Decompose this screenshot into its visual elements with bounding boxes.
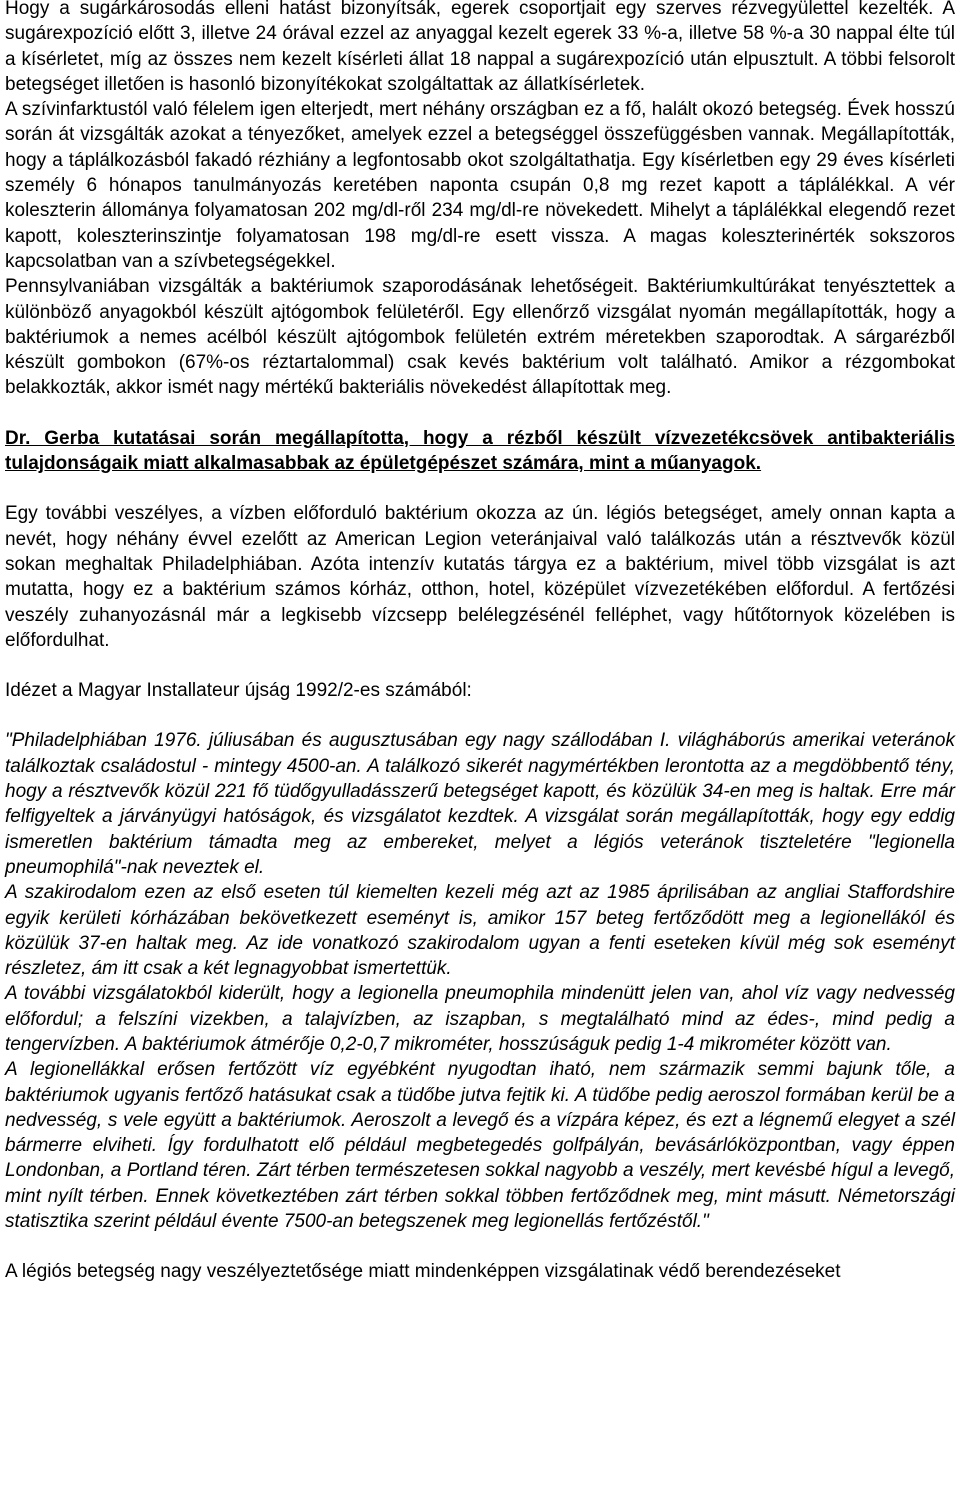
paragraph-legionella: Egy további veszélyes, a vízben előforduló baktérium okozza az ún. légiós betegséget, amely onnan kapta a nevét, hogy néhány évvel ezelőtt az American Legion veteránjaival való találkozás után a résztvevők közül sokan meghaltak Philadelphiában. Azóta intenzív kutatás tárgya ez a baktérium, mivel több vizsgálat is azt mutatta, hogy ez a baktérium számos kórház, otthon, hotel, középület vízvezetékében előfordul. A fertőzési veszély zuhanyozásnál már a legkisebb vízcsepp belélegzésénél felléphet, vagy hűtőtornyok közelében is előfordulhat. bbox=[5, 503, 955, 651]
quote-philadelphia: "Philadelphiában 1976. júliusában és augusztusában egy nagy szállodában I. világháborús amerikai veteránok találkoztak családostul - mintegy 4500-an. A találkozó sikerét nagymértékben lerontotta az a megdöbbentő tény, hogy a résztvevők közül 221 fő tüdőgyulladásszerű betegséget kapott, és közülük 34-en meg is haltak. Erre már felfigyeltek a járványügyi hatóságok, és vizsgálatot kezdtek. A vizsgálat során megállapították, hogy egy eddig ismeretlen baktérium támadta meg az embereket, melyet a légiós veteránok tiszteletére "legionella pneumophilá"-nak neveztek el. bbox=[5, 730, 955, 878]
paragraph-door-knobs: Pennsylvaniában vizsgálták a baktériumok szaporodásának lehetőségeit. Baktériumkultúrákat tenyésztettek a különböző anyagokból készült ajtógombok felületéről. Egy ellenőrző vizsgálat nyomán megállapították, hogy a baktériumok a nemes acélból készült ajtógombok felületén extrém méretekben szaporodtak. A sárgarézből készült gombokon (67%-os réztartalommal) csak kevés baktérium volt található. Amikor a rézgombokat belakkozták, akkor ismét nagy mértékű bakteriális növekedést állapítottak meg. bbox=[5, 276, 955, 399]
paragraph-radiation: Hogy a sugárkárosodás elleni hatást bizonyítsák, egerek csoportjait egy szerves rézvegyülettel kezelték. A sugárexpozíció előtt 3, illetve 24 órával ezzel az anyaggal kezelt egerek 33 %-a, illetve 58 %-a 30 nappal élte túl a kísérletet, míg az összes nem kezelt kísérleti állat 18 nappal a sugárexpozíció után elpusztult. A többi felsorolt betegséget illetően is hasonló bizonyítékokat szolgáltattak az állatkísérletek. bbox=[5, 0, 955, 95]
spacer bbox=[5, 401, 955, 426]
spacer bbox=[5, 1234, 955, 1259]
spacer bbox=[5, 653, 955, 678]
paragraph-heart-attack: A szívinfarktustól való félelem igen elterjedt, mert néhány országban ez a fő, halált okozó betegség. Évek hosszú során át vizsgálták azokat a tényezőket, amelyek ezzel a betegséggel összefüggésben vannak. Megállapították, hogy a táplálkozásból fakadó rézhiány a legfontosabb okot szolgáltathatja. Egy kísérletben egy 29 éves kísérleti személy 6 hónapos tanulmányozás keretében naponta csupán 0,8 mg rezet kapott a táplálékkal. A vér koleszterin állománya folyamatosan 202 mg/dl-ről 234 mg/dl-re növekedett. Mihelyt a táplálékkal elegendő rezet kapott, koleszterinszintje folyamatosan 198 mg/dl-re esett vissza. A magas koleszterinérték sokszoros kapcsolatban van a szívbetegségekkel. bbox=[5, 99, 955, 272]
headline-gerba: Dr. Gerba kutatásai során megállapította, hogy a rézből készült vízvezetékcsövek antibakteriális tulajdonságaik miatt alkalmasabbak az épületgépészet számára, mint a műanyagok. bbox=[5, 427, 955, 475]
quote-staffordshire: A szakirodalom ezen az első eseten túl kiemelten kezeli még azt az 1985 áprilisában az angliai Staffordshire egyik kerületi kórházában bekövetkezett eseményt is, amikor 157 beteg fertőződött meg a legionellákól és közülük 37-en haltak meg. Az ide vonatkozó szakirodalom ugyan a fenti eseteken kívül még sok eseményt részletez, ám itt csak a két legnagyobbat ismertettük. bbox=[5, 882, 955, 980]
spacer bbox=[5, 476, 955, 501]
quote-occurrence: A további vizsgálatokból kiderült, hogy a legionella pneumophila mindenütt jelen van, ahol víz vagy nedvesség előfordul; a felszíni vizekben, a talajvízben, az iszapban, s megtalálható mind az édes-, mind pedig a tengervízben. A baktériumok átmérője 0,2-0,7 mikrométer, hosszúságuk pedig 1-4 mikrométer között van. bbox=[5, 983, 955, 1055]
quote-aerosol: A legionellákkal erősen fertőzött víz egyébként nyugodtan iható, nem származik semmi bajunk tőle, a baktériumok ugyanis fertőző hatásukat csak a tüdőbe jutva fejtik ki. A tüdőbe pedig aeroszol formában kerül be a nedvesség, s vele együtt a baktériumok. Aeroszolt a levegő és a vízpára képez, és ezt a légnemű elegyet a szél bármerre elviheti. Így fordulhatott elő például megbetegedés golfpályán, bevásárlóközpontban, vagy éppen Londonban, a Portland téren. Zárt térben természetesen sokkal nagyobb a veszély, mert kevésbé hígul a levegő, mint nyílt térben. Ennek következtében zárt térben sokkal többen fertőződnek meg, mint másutt. Németországi statisztika szerint például évente 7500-an betegszenek meg legionellás fertőzéstől." bbox=[5, 1059, 955, 1233]
spacer bbox=[5, 703, 955, 728]
citation-intro: Idézet a Magyar Installateur újság 1992/2-es számából: bbox=[5, 680, 472, 702]
closing-paragraph: A légiós betegség nagy veszélyeztetősége miatt mindenképpen vizsgálatinak védő berendezéseket bbox=[5, 1261, 841, 1283]
document-page bbox=[5, 0, 955, 1285]
